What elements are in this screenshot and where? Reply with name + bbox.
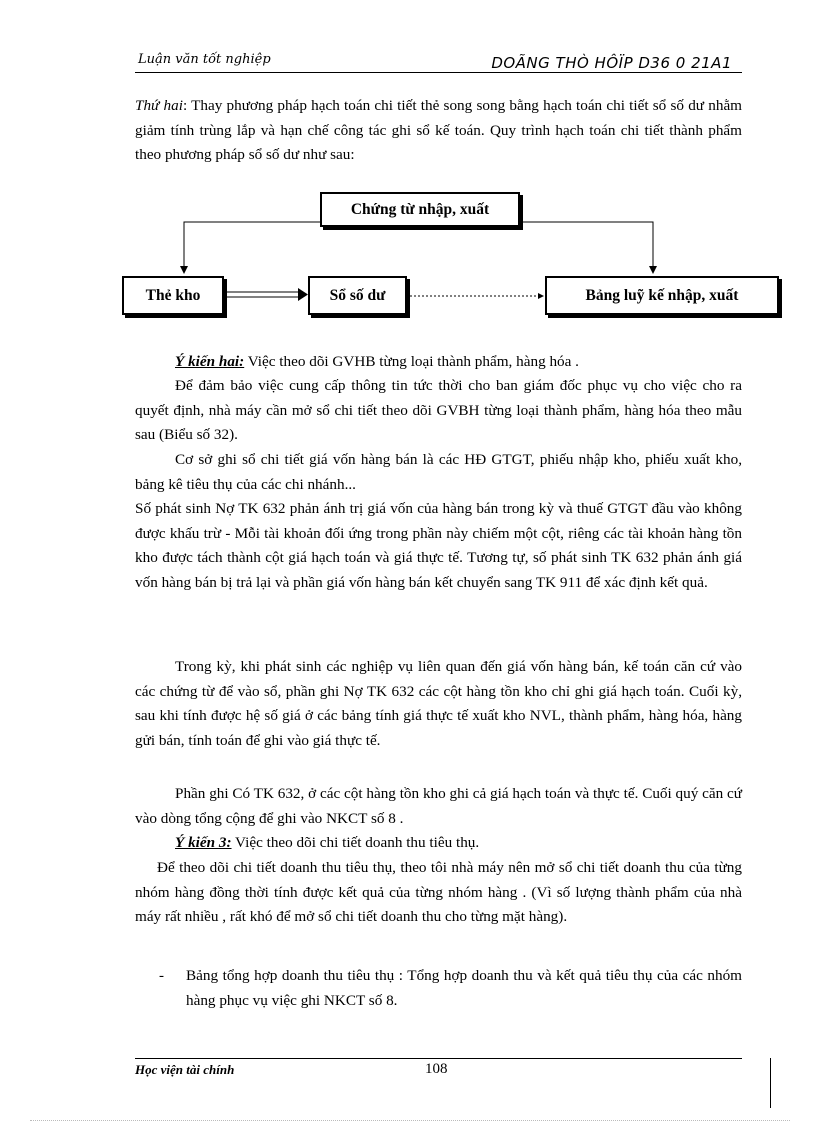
section2-paragraph-2: Cơ sở ghi sổ chi tiết giá vốn hàng bán là các HĐ GTGT, phiếu nhập kho, phiếu xuất kho, bảng kê tiêu thụ của các chi nhánh... — [135, 451, 742, 493]
section3-heading — [135, 831, 742, 856]
section2-paragraph-5: Phần ghi Có TK 632, ở các cột hàng tồn kho ghi cả giá hạch toán và thực tế. Cuối quý căn cứ vào dòng tổng cộng để ghi vào NKCT số 8 . — [135, 785, 742, 827]
box-the-kho-label: Thẻ kho — [145, 286, 201, 304]
section3-title: Việc theo dõi chi tiết doanh thu tiêu thụ. — [231, 834, 480, 851]
section2-paragraph-1: Để đảm bảo việc cung cấp thông tin tức thời cho ban giám đốc phục vụ cho việc cho ra quyết định, nhà máy cần mở sổ chi tiết theo dõi GVBH từng loại thành phẩm, hàng hóa theo mẫu sau (Biểu số 32). — [135, 377, 742, 443]
box-so-so-du-label: Sổ số dư — [329, 286, 386, 304]
page-number: 108 — [425, 1061, 448, 1077]
footer-institution: Học viện tài chính — [135, 1062, 235, 1077]
box-the-kho — [122, 276, 224, 315]
section2-paragraph-4: Trong kỳ, khi phát sinh các nghiệp vụ liên quan đến giá vốn hàng bán, kế toán căn cứ vào các chứng từ để vào sổ, phần ghi Nợ TK 632 các cột hàng tồn kho chỉ ghi giá hạch toán. Cuối kỳ, sau khi tính được hệ số giá ở các bảng tính giá thực tế xuất kho NVL, thành phẩm, hàng hóa, hàng gửi bán, tính toán để ghi vào giá thực tế. — [135, 658, 742, 749]
header-title: Luận văn tốt nghiệp — [138, 52, 271, 67]
box-bang-luy-ke — [545, 276, 779, 315]
bullet-item: Bảng tổng hợp doanh thu tiêu thụ : Tổng hợp doanh thu và kết quả tiêu thụ của các nhóm hàng phục vụ việc ghi NKCT số 8. — [186, 967, 742, 1009]
paragraph-lead: Thứ hai — [135, 97, 183, 114]
connector-double-arrowhead — [298, 288, 308, 301]
section2-title: Việc theo dõi GVHB từng loại thành phẩm, hàng hóa . — [244, 353, 579, 370]
connector-dotted-arrow-right — [538, 293, 544, 299]
box-bang-luy-ke-label: Bảng luỹ kế nhập, xuất — [585, 286, 739, 304]
box-chung-tu — [320, 192, 520, 227]
footer-divider — [770, 1058, 771, 1108]
page-footer — [135, 1058, 742, 1077]
box-chung-tu-label: Chứng từ nhập, xuất — [350, 200, 490, 218]
bullet-dash: - — [159, 968, 164, 984]
section2-paragraph-3: Số phát sinh Nợ TK 632 phản ánh trị giá vốn của hàng bán trong kỳ và thuế GTGT đầu vào không được khấu trừ - Mỗi tài khoản đối ứng trong phần này chiếm một cột, riêng các tài khoản hàng tồn kho được tách thành cột giá hạch toán và giá thực tế. Tương tự, số phát sinh TK 632 phản ánh giá vốn hàng bán bị trả lại và phần giá vốn hàng bán kết chuyển sang TK 911 để xác định kết quả. — [135, 500, 742, 591]
section3-lead: Ý kiến 3: — [175, 834, 232, 851]
header-author: DOÃNG THÒ HÔÏP D36 0 21A1 — [491, 54, 732, 72]
connector-top-right — [520, 222, 653, 273]
connector-top-left — [184, 222, 322, 273]
page-bottom-rule — [30, 1120, 790, 1121]
section3-paragraph-1: Để theo dõi chi tiết doanh thu tiêu thụ, theo tôi nhà máy nên mở sổ chi tiết doanh thu của từng nhóm hàng đồng thời tính được kết quả của từng nhóm hàng . (Vì số lượng thành phẩm của nhà máy rất nhiều , rất khó để mở sổ chi tiết doanh thu cho từng mặt hàng). — [135, 859, 742, 925]
section2-lead: Ý kiến hai: — [175, 353, 245, 370]
section2-heading — [135, 350, 742, 375]
box-so-so-du — [308, 276, 407, 315]
paragraph-text: : Thay phương pháp hạch toán chi tiết thẻ song song bằng hạch toán chi tiết sổ số dư nhằm giảm tính trùng lắp và hạn chế công tác ghi sổ kế toán. Quy trình hạch toán chi tiết thành phẩm theo phương pháp sổ số dư như sau: — [135, 97, 742, 163]
